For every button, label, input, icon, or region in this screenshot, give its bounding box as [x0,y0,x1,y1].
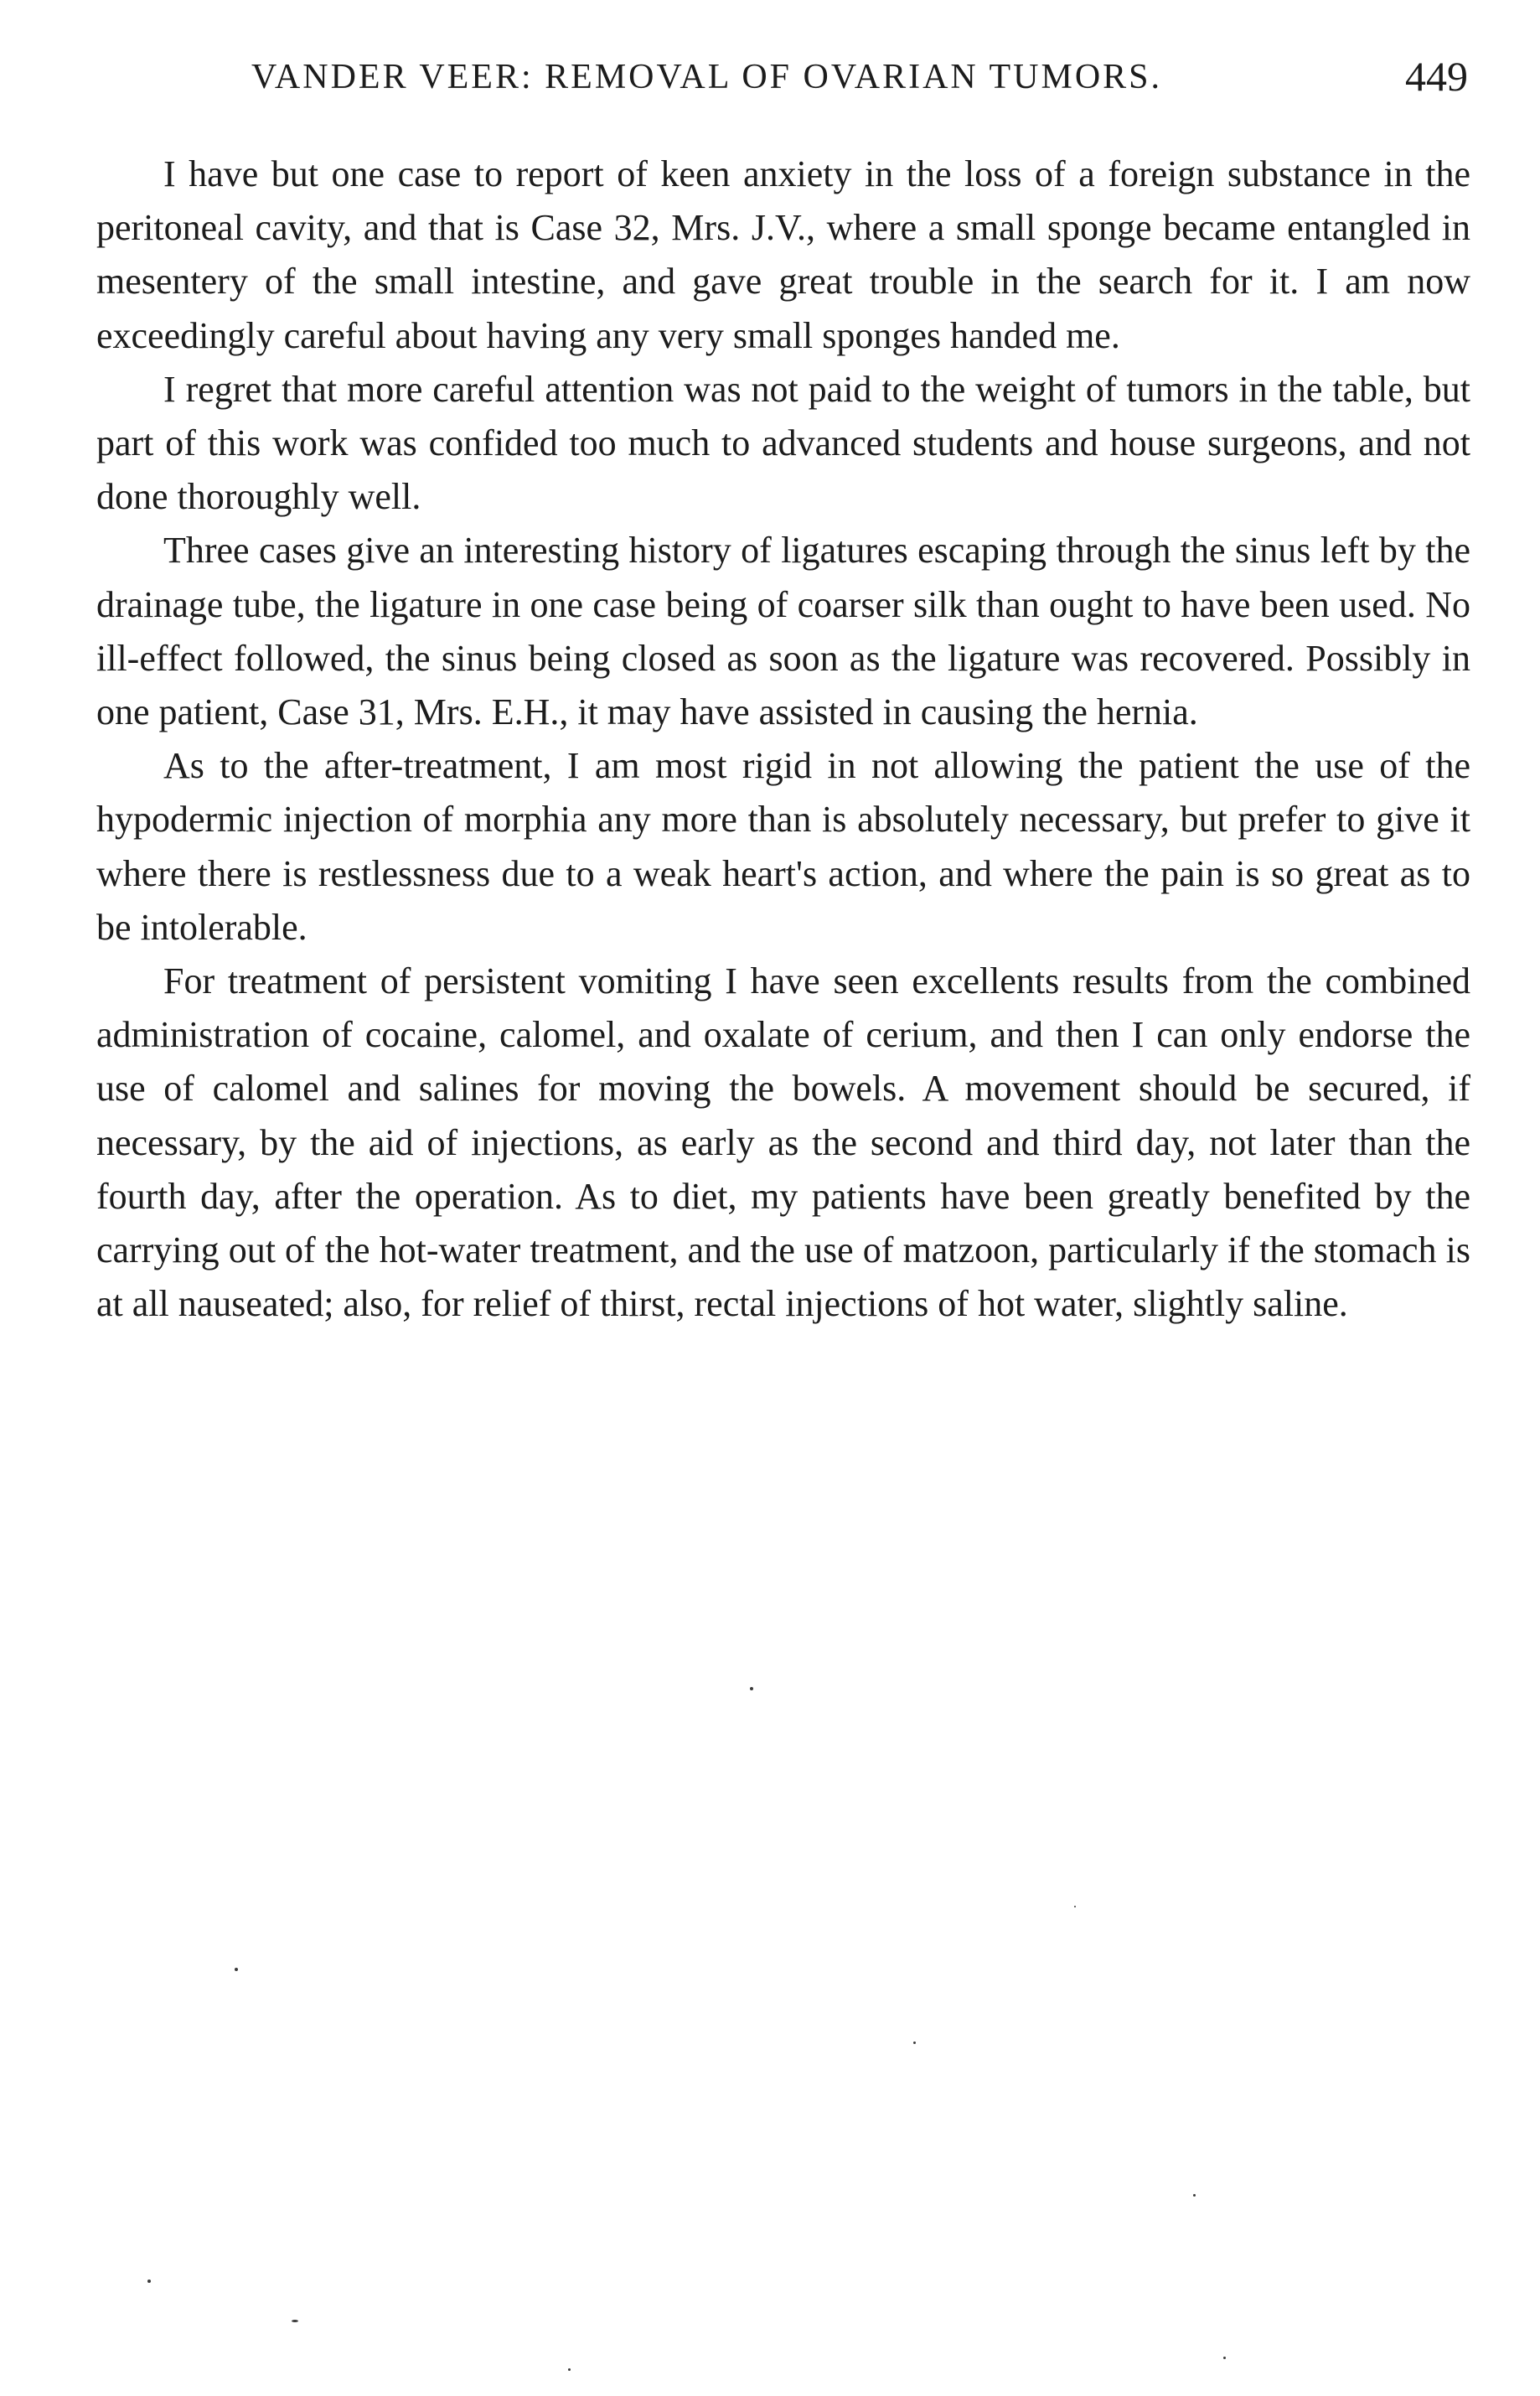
paragraph-tumor-weights: I regret that more careful attention was not paid to the weight of tumors in the table, but part of this work was confided too much to advanced students and house surgeons, and not done thoroughly well. [96,368,1470,518]
paragraph-after-treatment: As to the after-treatment, I am most rigid in not allowing the patient the use of the hypodermic injection of morphia any more than is absolutely necessary, but prefer to give it where there is restlessness due to a weak heart's action, and where the pain is so great as to be intolerable. [96,745,1470,948]
scan-speck [147,2280,151,2283]
paragraph-sponge-case: I have but one case to report of keen anxiety in the loss of a foreign substance in the peritoneal cavity, and that is Case 32, Mrs. J.V., where a small sponge became entangled in mesentery of the small intestine, and gave great trouble in the search for it. I am now exceedingly careful about having any very small sponges handed me. [96,153,1470,356]
body-text [96,147,1470,1331]
scan-speck [1223,2357,1226,2359]
paragraph-ligatures: Three cases give an interesting history of ligatures escaping through the sinus left by the drainage tube, the ligature in one case being of coarser silk than ought to have been used. No ill-effect followed, the sinus being closed as soon as the ligature was recovered. Possibly in one patient, Case 31, Mrs. E.H., it may have assisted in causing the hernia. [96,530,1470,733]
scan-speck [568,2368,571,2371]
scan-speck [750,1687,753,1690]
scan-speck [292,2320,298,2322]
page-number: 449 [1405,53,1468,100]
running-head [251,52,1475,111]
scan-speck [913,2042,916,2044]
scan-speck [1074,1906,1076,1907]
scan-speck [1193,2194,1196,2197]
running-title: VANDER VEER: REMOVAL OF OVARIAN TUMORS. [251,58,1163,96]
scan-speck [235,1968,238,1971]
paragraph-vomiting-treatment: For treatment of persistent vomiting I have seen excellents results from the combined administration of cocaine, calomel, and oxalate of cerium, and then I can only endorse the use of calomel and salines for moving the bowels. A movement should be secured, if necessary, by the aid of injections, as early as the second and third day, not later than the fourth day, after the operation. As to diet, my patients have been greatly benefited by the carrying out of the hot-water treatment, and the use of matzoon, particularly if the stomach is at all nauseated; also, for relief of thirst, rectal injections of hot water, slightly saline. [96,960,1470,1325]
